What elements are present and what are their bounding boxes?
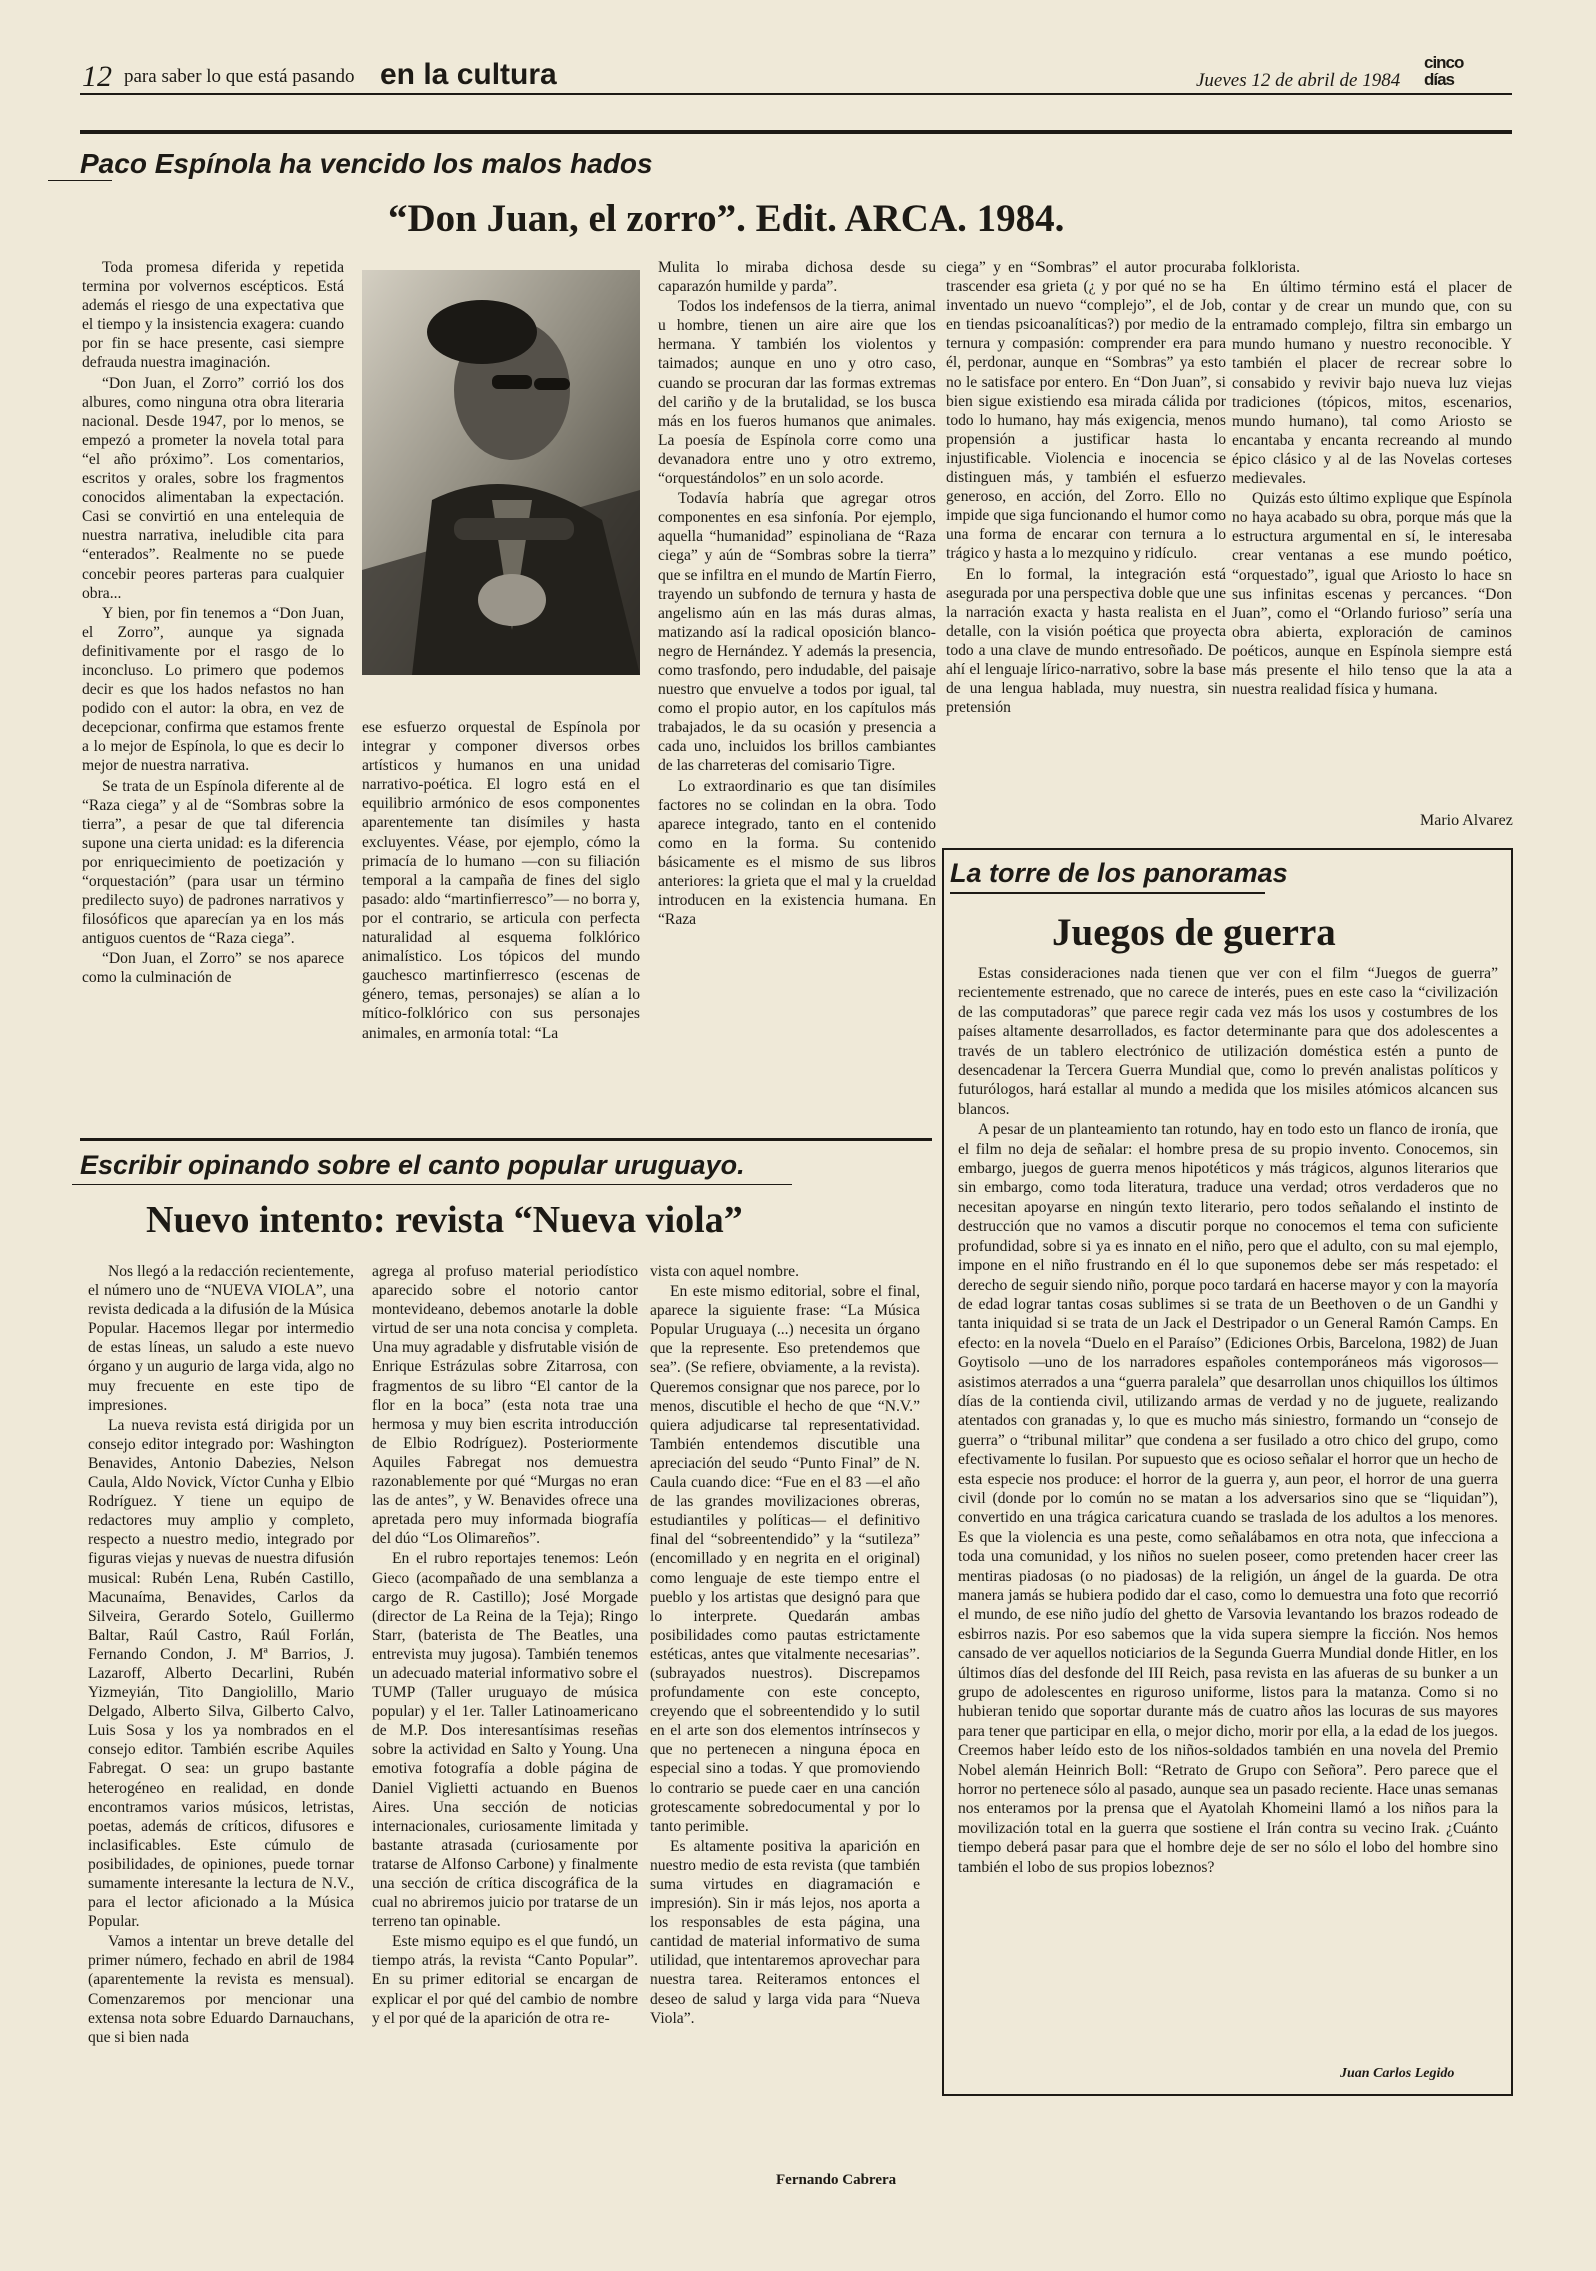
newspaper-logo xyxy=(1424,54,1504,88)
article2-col2 xyxy=(372,1262,638,2192)
box-headline: Juegos de guerra xyxy=(1052,911,1336,954)
logo-line-2: días xyxy=(1424,70,1455,89)
paragraph: Nos llegó a la redacción recientemente, el número uno de “NUEVA VIOLA”, una revista dedicada a la difusión de la Música Popular. Hacemos llegar por intermedio de estas líneas, un saludo a este nuevo órgano y un augurio de larga vida, algo no muy frecuente en este tipo de impresiones. xyxy=(88,1263,354,1414)
article1-headline: “Don Juan, el zorro”. Edit. ARCA. 1984. xyxy=(388,197,1065,240)
article1-col4 xyxy=(946,258,1226,836)
box-signature: Juan Carlos Legido xyxy=(1340,2066,1455,2081)
paragraph: Toda promesa diferida y repetida termina por volvernos escépticos. Está además el riesgo de una expectativa que el tiempo y la insistencia exagera: cuando por fin se hace presente, casi siempre defrauda nuestra imaginación. xyxy=(82,259,344,372)
paragraph: Todavía habría que agregar otros componentes en esa sinfonía. Por ejemplo, aquella “humanidad” espinoliana de “Raza ciega” y aún de “Sombras sobre la tierra” que se infiltra en el mundo de Martín Fierro, trayendo un subfondo de ternura y hasta de angelismo aún en las más duras almas, matizando así la radical oposición blanco-negro de Hernández. Y además la presencia, como trasfondo, pero indudable, del paisaje nuestro que envuelve a todos por igual, tal como el propio autor, en los capítulos más trabajados, le da su ocasión y presencia a cada uno, incluidos los brillos cambiantes de las charreteras del comisario Tigre. xyxy=(658,490,936,775)
header-rule xyxy=(80,93,1512,95)
top-thick-rule xyxy=(80,130,1512,134)
logo-line-1: cinco xyxy=(1424,53,1464,72)
section-title: en la cultura xyxy=(380,58,557,91)
paragraph: Es altamente positiva la aparición en nuestro medio de esta revista (que también suma virtudes en diagramación e impresión). Sin ir más lejos, nos aporta a los responsables de esta página, una cantidad de material informativo de suma utilidad, que intentaremos aprovechar para nuestra tarea. Reiteramos entonces el deseo de salud y larga vida para “Nueva Viola”. xyxy=(650,1837,920,2027)
article1-col2 xyxy=(362,718,640,1072)
box-kicker-rule xyxy=(950,892,1265,894)
article2-col1 xyxy=(88,1262,354,2192)
paragraph: Lo extraordinario es que tan disímiles factores no se colindan en la obra. Todo aparece integrado, tanto en el contenido como en la forma. Su contenido básicamente es el mismo de sus libros anteriores: la grieta que el mal y la crueldad introducen en la existencia humana. En “Raza xyxy=(658,777,936,929)
paragraph: Este mismo equipo es el que fundó, un tiempo atrás, la revista “Canto Popular”. En su primer editorial se encargan de explicar el por qué del cambio de nombre y el por qué de la aparición de otra re- xyxy=(372,1933,638,2027)
paragraph: ciega” y en “Sombras” el autor procuraba trascender esa grieta (¿ y por qué no se ha inventado un nuevo “complejo”, el de Job, en tiendas psicoanalíticas?) por medio de la ternura y compasión: comprender era para él, perdonar, aunque en “Sombras” ya esto no le satisface por entero. En “Don Juan”, si bien sigue existiendo esa mirada cálida por todo lo humano, hay más exigencia, menos propensión a justificar hasta lo injustificable. Violencia e inocencia se distinguen más, y también el esfuerzo generoso, en acción, del Zorro. Ello no impide que siga funcionando el humor como una forma de encarar con ternura a lo trágico y hasta a lo mezquino y ridículo. xyxy=(946,259,1226,563)
paragraph: Todos los indefensos de la tierra, animal u hombre, tienen un aire aire que los hermana. Y también los violentos y taimados; aunque en uno y otro caso, cuando se procuran dar las formas extremas del cariño y de la brutalidad, se los busca más en los fueros humanos que animales. La poesía de Espínola corre como una devanadora entre uno y otro extremo, “orquestándolos” en un solo acorde. xyxy=(658,298,936,488)
paragraph: En este mismo editorial, sobre el final, aparece la siguiente frase: “La Música Popular Uruguaya (...) necesita un órgano que la represente. Eso pretendemos que sea”. (Se refiere, obviamente, a la revista). Queremos consignar que nos parece, por lo menos, discutible el hecho de que “N.V.” quiera adjudicarse tal representatividad. También entendemos discutible una apreciación del seudo “Punto Final” de N. Caula cuando dice: “Fue en el 83 —el año de las grandes movilizaciones obreras, estudiantiles y políticas— el definitivo final del “sobreentendido” y la “sutileza” (encomillado y en negrita en el original) como lenguaje de este tiempo entre el pueblo y los artistas que designó para que lo interprete. Quedarán ambas posibilidades como pautas estrictamente estéticas, antes que vitalmente necesarias”. (subrayados nuestros). Discrepamos profundamente con este concepto, creyendo que el sobreentendido y lo sutil en el arte son dos elementos intrínsecos y que no pertenecen a ninguna época en especial sino a todas. Y que promoviendo lo contrario se puede caer en una canción grotescamente sobredocumental y por lo tanto perimible. xyxy=(650,1283,920,1835)
article1-kicker: Paco Espínola ha vencido los malos hados xyxy=(80,148,653,179)
paragraph: vista con aquel nombre. xyxy=(650,1263,799,1280)
article2-kicker-rule xyxy=(72,1184,792,1185)
paragraph: Mulita lo miraba dichosa desde su caparazón humilde y parda”. xyxy=(658,259,936,296)
paragraph: agrega al profuso material periodístico aparecido sobre el notorio cantor montevideano, debemos anotarle la doble virtud de ser una nota concisa y completa. Una muy agradable y disfrutable visión de Enrique Estrázulas sobre Zitarrosa, con fragmentos de su libro “El cantor de la flor en la boca” (esta nota trae una hermosa y muy bien escrita introducción de Elbio Rodríguez). Posteriormente Aquiles Fabregat nos demuestra razonablemente por qué “Murgas no eran las de antes”, y W. Benavides ofrece una apretada pero muy informada biografía del dúo “Los Olimareños”. xyxy=(372,1263,638,1548)
article2-headline: Nuevo intento: revista “Nueva viola” xyxy=(146,1199,743,1241)
paragraph: En último término está el placer de contar y de crear un mundo que, con su entramado complejo, filtra sin embargo un mundo humano y nuestro reconocible. Y también el placer de recrear sobre lo consabido y revivir bajo nueva luz viejas tradiciones (tópicos, mitos, escenarios, mundo humano), tal como Ariosto se encantaba y encanta recreando al mundo épico clásico y al de las Novelas corteses medievales. xyxy=(1232,279,1512,488)
paragraph: A pesar de un planteamiento tan rotundo, hay en todo esto un flanco de ironía, que el film no deja de señalar: el hombre presa de su propio invento. Conocemos, sin embargo, juegos de guerra menos hipotéticos y más trágicos, algunos literarios que sin embargo, como toda literatura, traduce una verdad; otros verdaderos que no necesitan apoyarse en ningún texto literario, pero todos señalando el instinto de destrucción que no vamos a discutir porque no conocemos el tema con suficiente profundidad, sobre si ya es innato en el niño, pero que el adulto, con su mal ejemplo, impone en el niño frustrando en él lo que suponemos debe ser más respetado: el derecho de seguir siendo niño, porque poco tardará en hacerse mayor y con la mayoría de edad lograr tantas cosas sublimes si se trata de un Beethoven o de un Gandhi y tanta iniquidad si se trata de un Jack el Destripador o un General Ramón Camps. En efecto: en la novela “Duelo en el Paraíso” (Ediciones Orbis, Barcelona, 1982) de Juan Goytisolo —uno de los narradores españoles contemporáneos más vigorosos— asistimos aterrados a una “guerra paralela” que desarrollan unos chiquillos los últimos días de la contienda civil, utilizando armas de verdad y no de juguete, realizando atentados con granadas y, lo que es mucho más siniestro, formando un “consejo de guerra” o “tribunal militar” que condena a ser fusilado a otro chico del grupo, como efectivamente lo fusilan. Por supuesto que es ocioso señalar el horror que un hecho de esta especie nos produce: el horror de la guerra y, aun peor, el horror de una guerra civil (donde por lo común no se matan a los adversarios sino que se “liquidan”), convertido en una trágica caricatura cuando se traslada de los adultos a los menores. Es que la violencia es una peste, como señalábamos en otra nota, que infecciona a toda una comunidad, y los niños no suelen poseer, como pretenden hacer creer las mentiras piadosas (o no piadosas) de la religión, un ángel de la guarda. De otra manera jamás se hubiera podido dar el caso, como lo demuestra una foto que recorrió el mundo, de ese niño judío del ghetto de Varsovia levantando los brazos rodeado de esbirros nazis. Por eso sabemos que la vida supera siempre la ficción. Nos hemos cansado de ver aquellos noticiarios de la Segunda Guerra Mundial donde Hitler, en los últimos días del desfonde del III Reich, pasa revista en las afueras de su bunker a un grupo de adolescentes en riguroso uniforme, listos para la matanza. Como si no hubieran tenido que soportar durante más de cuatro años las locuras de sus mayores para tener que participar en ella, o mejor dicho, morir por ella, a la edad de los juegos. Creemos haber leído esto de los niños-soldados también en una novela del Premio Nobel alemán Heinrich Boll: “Retrato de Grupo con Señora”. Pero parece que el horror no pertenece sólo al pasado, aunque sea un pasado reciente. Hace unas semanas nos enteramos por la prensa que el Ayatolah Khomeini llamó a los niños para la movilización total en la guerra que sostiene el Irán contra su vecino Irak. ¿Cuánto tiempo deberá pasar para que el hombre deje de ser no sólo el lobo del hombre sino también el lobo de sus propios lobeznos? xyxy=(958,1121,1498,1876)
paragraph: Se trata de un Espínola diferente al de “Raza ciega” y al de “Sombras sobre la tierra”, a pesar de que tal diferencia supone una cierta unidad: es la diferencia por enriquecimiento de poetización y “orquestación” (para usar un término predilecto suyo) de padrones narrativos y filosóficos que aparecían ya en los más antiguos cuentos de “Raza ciega”. xyxy=(82,777,344,948)
article1-col1 xyxy=(82,258,344,1072)
article2-kicker: Escribir opinando sobre el canto popular uruguayo. xyxy=(80,1150,745,1180)
issue-date: Jueves 12 de abril de 1984 xyxy=(1196,70,1401,91)
paragraph: Estas consideraciones nada tienen que ver con el film “Juegos de guerra” recientemente estrenado, que no carece de interés, pues en este caso la “civilización de las computadoras” que parece regir cada vez más los usos y costumbres de los países altamente desarrollados, es factor determinante para que dos adolescentes a través de un tablero electrónico de utilización doméstica estén a punto de desencadenar la Tercera Guerra Mundial que, como lo prevén analistas políticos y futurólogos, hará estallar al mundo a medida que los misiles atómicos alcancen sus blancos. xyxy=(958,965,1498,1118)
article1-signature: Mario Alvarez xyxy=(1420,812,1513,829)
article1-col3 xyxy=(658,258,936,1072)
paragraph: En lo formal, la integración está asegurada por una perspectiva doble que une la narración exacta y hasta realista en el detalle, con la visión poética que proyecta todo a una clave de mundo entresoñado. De ahí el lenguaje lírico-narrativo, sobre la base de una lengua hablada, muy nuestra, sin pretensión xyxy=(946,565,1226,717)
article1-col5 xyxy=(1232,258,1512,792)
box-text xyxy=(958,964,1498,2048)
paragraph: “Don Juan, el Zorro” corrió los dos albures, como ninguna otra obra literaria nacional. Desde 1947, por lo menos, se empezó a prometer la novela total para “el año próximo”. Los comentarios, escritos y orales, sobre los fragmentos conocidos alimentaban la expectación. Casi se convirtió en una entelequia de nuestra narrativa, ineludible cita para “enterados”. Realmente no se puede concebir peores parteras para cualquier obra... xyxy=(82,374,344,602)
article2-signature: Fernando Cabrera xyxy=(776,2172,897,2188)
author-photo-image xyxy=(362,270,640,675)
article2-top-rule xyxy=(80,1138,932,1141)
page-number: 12 xyxy=(82,60,112,93)
header-tagline: para saber lo que está pasando xyxy=(124,66,355,87)
paragraph: “Don Juan, el Zorro” se nos aparece como la culminación de xyxy=(82,950,344,987)
article1-kicker-rule xyxy=(48,180,112,181)
article2-col3 xyxy=(650,1262,920,2166)
box-kicker: La torre de los panoramas xyxy=(950,858,1288,888)
paragraph: Y bien, por fin tenemos a “Don Juan, el Zorro”, aunque ya signada definitivamente por el rasgo de lo inconcluso. Lo primero que podemos decir es que los hados nefastos no han podido con el autor: la obra, en vez de decepcionar, confirma que estamos frente a lo mejor de Espínola, lo que es decir lo mejor de nuestra narrativa. xyxy=(82,604,344,775)
paragraph: La nueva revista está dirigida por un consejo editor integrado por: Washington Benavides, Antonio Dabezies, Nelson Caula, Aldo Novick, Víctor Cunha y Elbio Rodríguez. Y tiene un equipo de redactores muy amplio y completo, respecto a nuestro medio, integrado por figuras viejas y nuevas de nuestra difusión musical: Rubén Lena, Rubén Castillo, Macunaíma, Benavides, Carlos da Silveira, Gerardo Sotelo, Guillermo Baltar, Raúl Castro, Raúl Forlán, Fernando Condon, J. Mª Barrios, J. Lazaroff, Alberto Decarlini, Rubén Yizmeyián, Tito Dangiolillo, Mario Delgado, Alberto Silva, Gilberto Calvo, Luis Sosa y los ya nombrados en el consejo editor. También escribe Aquiles Fabregat. O sea: un grupo bastante heterogéneo en realidad, en donde encontramos varios músicos, letristas, poetas, además de críticos, difusores e inclasificables. Este cúmulo de posibilidades, de opiniones, puede tornar sumamente interesante la lectura de N.V., para el lector aficionado a la Música Popular. xyxy=(88,1416,354,1931)
paragraph: folklorista. xyxy=(1232,259,1300,276)
paragraph: Quizás esto último explique que Espínola no haya acabado su obra, porque más que la estructura argumental en sí, le interesaba crear ventanas a ese mundo poético, “orquestado”, igual que Ariosto lo hace sn sus infinitas escenas y percances. “Don Juan”, como el “Orlando furioso” sería una obra abierta, exploración de caminos poéticos, aunque en Espínola siempre está más presente el hilo tenso que la ata a nuestra realidad física y humana. xyxy=(1232,490,1512,699)
author-photo xyxy=(362,270,640,675)
paragraph: ese esfuerzo orquestal de Espínola por integrar y componer diversos orbes artísticos y humanos en una unidad narrativo-poética. El logro está en el equilibrio armónico de esos componentes aparentemente tan disímiles y hasta excluyentes. Véase, por ejemplo, cómo la primacía de lo humano —con su filiación temporal a la campaña de fines del siglo pasado: aldo “martinfierresco”— no borra y, por el contrario, se articula con perfecta naturalidad al esquema folklórico animalístico. Los tópicos del mundo gauchesco martinfierresco (escenas de género, temas, personajes) se alían a lo mítico-folklórico con sus personajes animales, en armonía total: “La xyxy=(362,719,640,1042)
paragraph: Vamos a intentar un breve detalle del primer número, fechado en abril de 1984 (aparentemente la revista es mensual). Comenzaremos por mencionar una extensa nota sobre Eduardo Darnauchans, que si bien nada xyxy=(88,1933,354,2046)
paragraph: En el rubro reportajes tenemos: León Gieco (acompañado de una semblanza a cargo de R. Castillo); José Morgade (director de La Reina de la Teja); Ringo Starr, (baterista de The Beatles, una entrevista muy jugosa). También tenemos un adecuado material informativo sobre el TUMP (Taller uruguayo de música popular) y el 1er. Taller Latinoamericano de M.P. Dos interesantísimas reseñas sobre la actividad en Salto y Young. Una emotiva fotografía a doble página de Daniel Viglietti actuando en Buenos Aires. Una sección de noticias internacionales, curiosamente limitada y bastante atrasada (curiosamente por tratarse de Alfonso Carbone) y finalmente una sección de crítica discográfica de la cual no abriremos juicio por tratarse de un terreno tan opinable. xyxy=(372,1550,638,1931)
